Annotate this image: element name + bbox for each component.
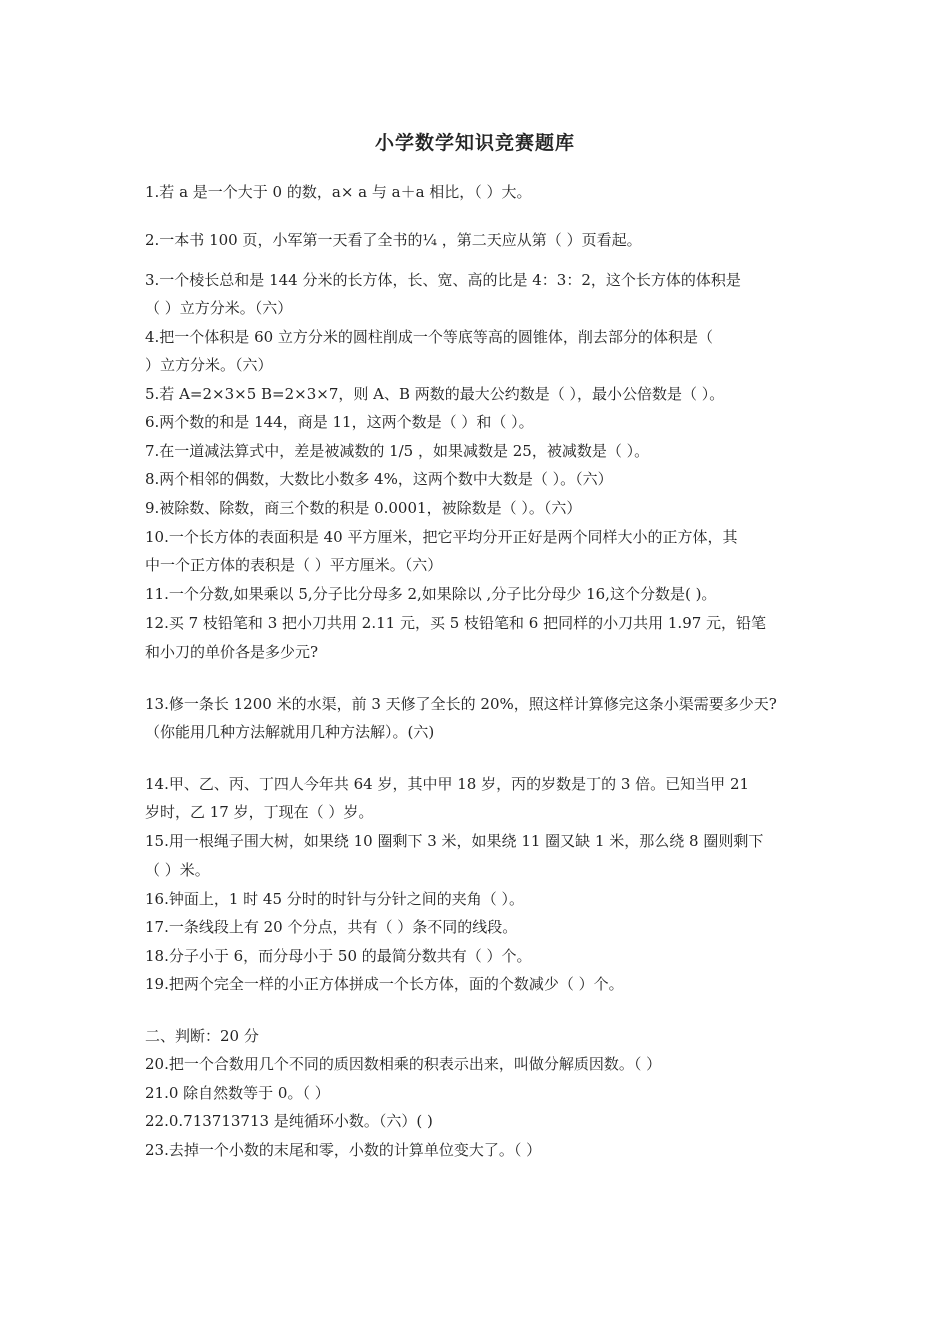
question-5: 5.若 A=2×3×5 B=2×3×7，则 A、B 两数的最大公约数是（ ），最小公倍数是（ ）。 — [145, 385, 725, 403]
question-8: 8.两个相邻的偶数，大数比小数多 4%，这两个数中大数是（ ）。（六） — [145, 470, 613, 488]
question-2-text-b: ，第二天应从第（ ）页看起。 — [437, 231, 642, 249]
question-20: 20.把一个合数用几个不同的质因数相乘的积表示出来，叫做分解质因数。（ ） — [145, 1055, 662, 1073]
question-1: 1.若 a 是一个大于 0 的数，a× a 与 a＋a 相比，（ ）大。 — [145, 183, 532, 201]
question-11: 11.一个分数,如果乘以 5,分子比分母多 2,如果除以 ,分子比分母少 16,这个分数是( )。 — [145, 585, 717, 603]
question-10-line-1: 10.一个长方体的表面积是 40 平方厘米，把它平均分开正好是两个同样大小的正方体，其 — [145, 528, 738, 546]
question-2 — [145, 226, 825, 254]
question-17: 17.一条线段上有 20 个分点，共有（ ）条不同的线段。 — [145, 918, 518, 936]
question-13-line-1: 13.修一条长 1200 米的水渠，前 3 天修了全长的 20%，照这样计算修完这条小渠需要多少天? — [145, 695, 777, 713]
question-2-text-a: 2.一本书 100 页，小军第一天看了全书的 — [145, 231, 423, 249]
question-19: 19.把两个完全一样的小正方体拼成一个长方体，面的个数减少（ ）个。 — [145, 975, 624, 993]
question-3-line-1: 3.一个棱长总和是 144 分米的长方体，长、宽、高的比是 4：3：2，这个长方体的体积是 — [145, 271, 741, 289]
document-title: 小学数学知识竞赛题库 — [374, 132, 575, 154]
fraction-one-quarter: ¼ — [422, 231, 438, 249]
question-14-line-1: 14.甲、乙、丙、丁四人今年共 64 岁，其中甲 18 岁，丙的岁数是丁的 3 倍。已知当甲 21 — [145, 775, 750, 793]
question-22: 22.0.713713713 是纯循环小数。（六）( ) — [145, 1112, 433, 1130]
question-4-line-2: ）立方分米。（六） — [145, 356, 273, 374]
question-18: 18.分子小于 6，而分母小于 50 的最简分数共有（ ）个。 — [145, 947, 532, 965]
question-21: 21.0 除自然数等于 0。（ ） — [145, 1084, 330, 1102]
question-23: 23.去掉一个小数的末尾和零，小数的计算单位变大了。（ ） — [145, 1141, 542, 1159]
question-13-line-2: （你能用几种方法解就用几种方法解）。(六) — [145, 723, 435, 741]
section-heading-judgement: 二、判断：20 分 — [145, 1027, 259, 1045]
question-14-line-2: 岁时，乙 17 岁，丁现在（ ）岁。 — [145, 803, 374, 821]
question-15-line-2: （ ）米。 — [145, 861, 210, 879]
question-10-line-2: 中一个正方体的表积是（ ）平方厘米。（六） — [145, 556, 443, 574]
question-12-line-1: 12.买 7 枝铅笔和 3 把小刀共用 2.11 元，买 5 枝铅笔和 6 把同样的小刀共用 1.97 元，铅笔 — [145, 614, 767, 632]
question-12-line-2: 和小刀的单价各是多少元? — [145, 643, 319, 661]
question-15-line-1: 15.用一根绳子围大树，如果绕 10 圈剩下 3 米，如果绕 11 圈又缺 1 米，那么绕 8 圈则剩下 — [145, 832, 764, 850]
question-9: 9.被除数、除数，商三个数的积是 0.0001，被除数是（ ）。（六） — [145, 499, 582, 517]
question-7: 7.在一道减法算式中，差是被减数的 1/5 ，如果减数是 25，被减数是（ ）。 — [145, 442, 650, 460]
question-4-line-1: 4.把一个体积是 60 立方分米的圆柱削成一个等底等高的圆锥体，削去部分的体积是（ — [145, 328, 713, 346]
question-3-line-2: （ ）立方分米。（六） — [145, 299, 293, 317]
question-6: 6.两个数的和是 144，商是 11，这两个数是（ ）和（ ）。 — [145, 413, 534, 431]
question-16: 16.钟面上，1 时 45 分时的时针与分针之间的夹角（ ）。 — [145, 890, 525, 908]
